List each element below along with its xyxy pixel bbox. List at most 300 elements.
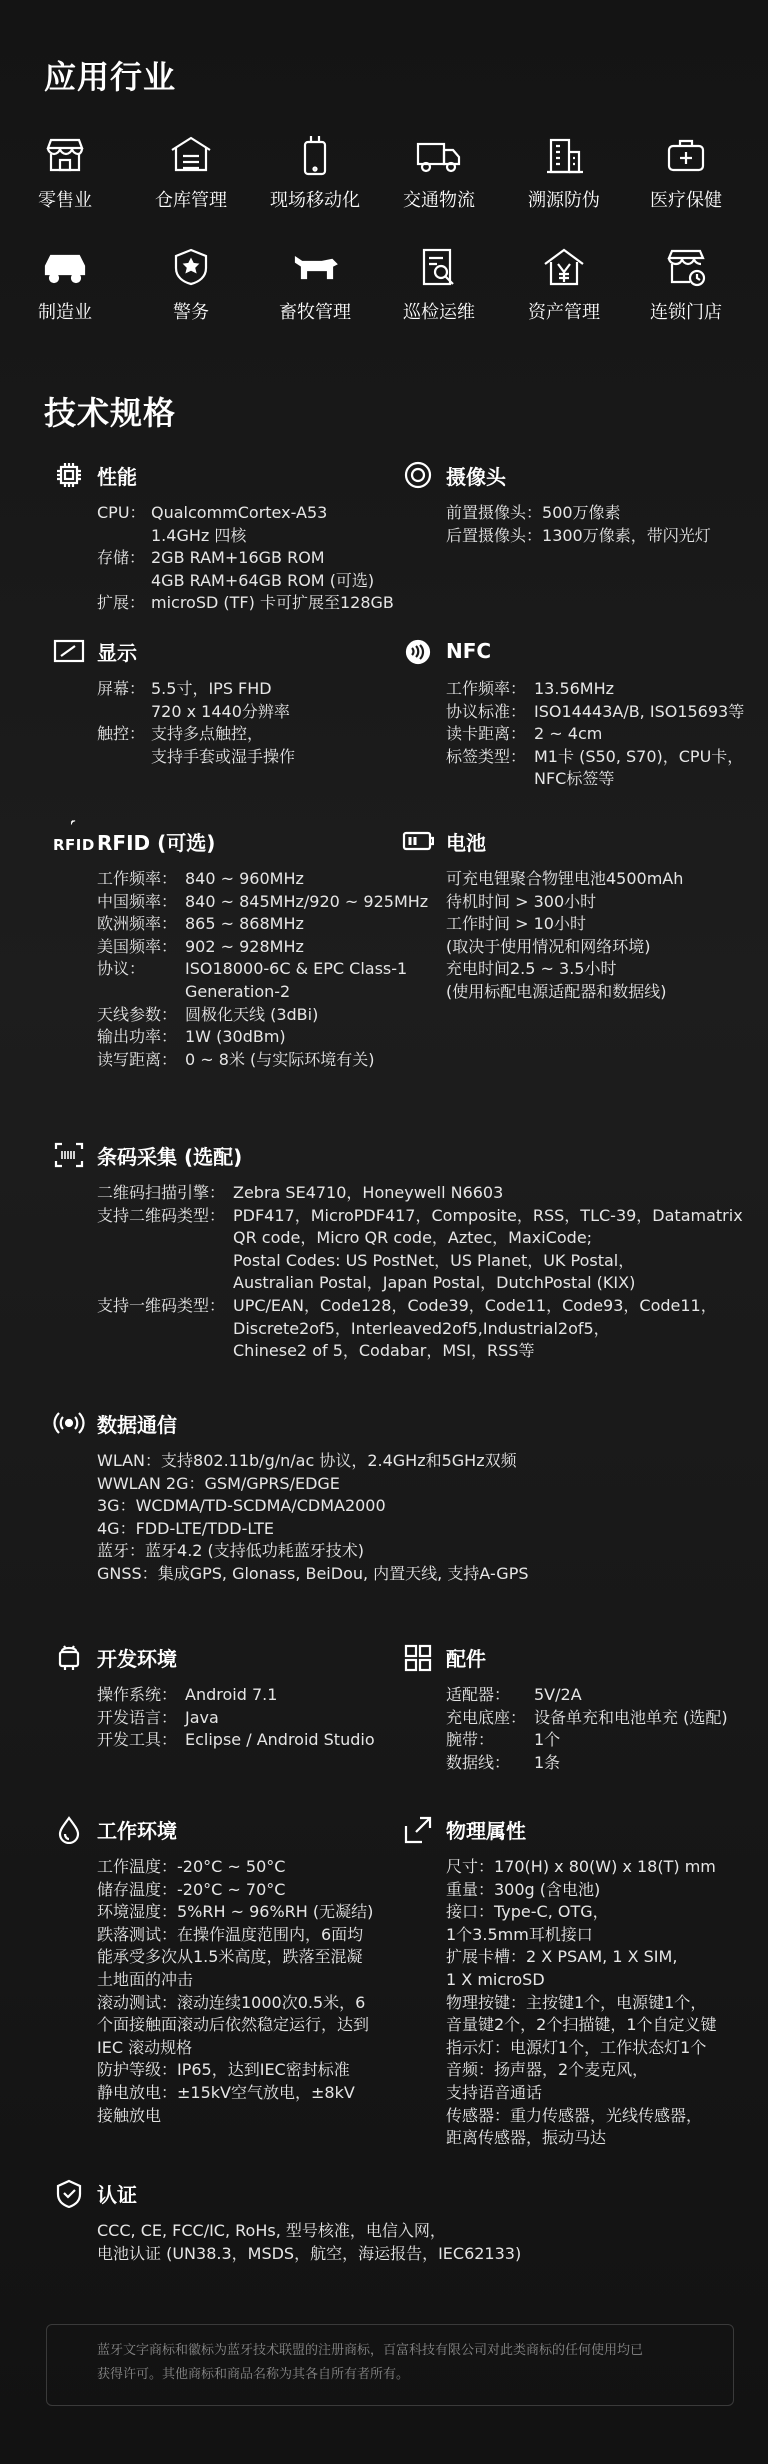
- spec-lines: [446, 868, 683, 1004]
- spec-lines: [97, 1856, 373, 2127]
- spec-value: 能承受多次从1.5米高度，跌落至混凝: [97, 1947, 363, 1967]
- spec-lines: [97, 868, 428, 1071]
- spec-header: [97, 636, 295, 666]
- spec-line: [97, 701, 295, 724]
- spec-line: [97, 1707, 375, 1730]
- spec-line: [97, 1924, 373, 1947]
- spec-value: Java: [185, 1707, 219, 1727]
- spec-line: [97, 592, 394, 615]
- warehouse-icon: [166, 132, 216, 176]
- spec-line: [97, 746, 295, 769]
- spec-value: 个面接触面滚动后依然稳定运行，达到: [97, 2015, 370, 2035]
- spec-key: 输出功率：: [97, 1027, 178, 1047]
- spec-header: [97, 1642, 375, 1672]
- industry-label: 仓库管理: [155, 190, 227, 211]
- spec-key: GNSS：: [97, 1563, 158, 1583]
- spec-value: FDD-LTE/TDD-LTE: [135, 1518, 274, 1538]
- spec-line: [446, 2082, 717, 2105]
- spec-display: [97, 636, 295, 768]
- spec-line: [446, 958, 683, 981]
- spec-line: [97, 1250, 743, 1273]
- spec-line: [97, 1473, 529, 1496]
- industry-item: [375, 244, 503, 324]
- spec-key: 协议标准：: [446, 701, 527, 721]
- battery-icon: [402, 826, 442, 856]
- spec-line: [446, 2127, 717, 2150]
- spec-title: 性能: [97, 464, 137, 489]
- spec-line: [446, 891, 683, 914]
- spec-value: 13.56MHz: [534, 679, 615, 698]
- spec-value: QR code，Micro QR code，Aztec，MaxiCode;: [233, 1228, 593, 1248]
- inspection-icon: [414, 244, 464, 288]
- spec-line: [97, 1049, 428, 1072]
- industry-label: 医疗保健: [650, 190, 722, 211]
- spec-performance: [97, 460, 394, 615]
- spec-line: [97, 1004, 428, 1027]
- spec-value: Generation-2: [185, 981, 291, 1001]
- spec-header: [446, 826, 683, 856]
- industry-label: 溯源防伪: [528, 190, 600, 211]
- spec-cert: [97, 2178, 521, 2265]
- spec-line: [97, 1946, 373, 1969]
- spec-key: 存储：: [97, 548, 146, 568]
- spec-value: 2 ~ 4cm: [534, 724, 603, 744]
- spec-line: [446, 981, 683, 1004]
- spec-value: 1个3.5mm耳机接口: [446, 1924, 593, 1944]
- industry-label: 警务: [173, 302, 209, 323]
- spec-barcode: [97, 1140, 743, 1363]
- spec-key: 充电底座：: [446, 1707, 527, 1727]
- spec-key: 开发语言：: [97, 1707, 178, 1727]
- spec-line: [446, 1729, 728, 1752]
- industry-label: 交通物流: [403, 190, 475, 211]
- spec-value: Discrete2of5，Interleaved2of5,Industrial2of5，: [233, 1318, 610, 1338]
- spec-line: [446, 1879, 717, 1902]
- spec-title: 条码采集 (选配): [97, 1144, 243, 1169]
- spec-line: [97, 2220, 521, 2243]
- spec-line: [446, 2037, 717, 2060]
- spec-value: 跌落测试：在操作温度范围内，6面均: [97, 1924, 364, 1944]
- trademark-footnote: [46, 2324, 734, 2406]
- spec-value: 支持手套或湿手操作: [151, 746, 296, 766]
- spec-line: [97, 2082, 373, 2105]
- spec-line: [97, 1026, 428, 1049]
- spec-value: 接口：Type-C, OTG，: [446, 1902, 609, 1922]
- spec-key: 前置摄像头：: [446, 503, 543, 522]
- industry-label: 零售业: [38, 190, 92, 211]
- spec-value: 工作温度：-20°C ~ 50°C: [97, 1857, 286, 1876]
- spec-value: 防护等级：IP65，达到IEC密封标准: [97, 2060, 350, 2080]
- spec-line: [97, 2243, 521, 2266]
- spec-value: 1个: [534, 1730, 561, 1750]
- industry-label: 现场移动化: [270, 190, 360, 211]
- spec-line: [97, 1729, 375, 1752]
- spec-value: 5V/2A: [534, 1685, 582, 1704]
- spec-header: [446, 460, 711, 490]
- industries-title: 应用行业: [44, 58, 177, 96]
- spec-key: 4G：: [97, 1518, 136, 1538]
- spec-key: 3G：: [97, 1496, 136, 1516]
- spec-comm: [97, 1408, 529, 1586]
- spec-line: [446, 868, 683, 891]
- spec-line: [446, 2014, 717, 2037]
- spec-key: 读卡距离：: [446, 724, 527, 744]
- spec-lines: [97, 1684, 375, 1752]
- shop-icon: [40, 132, 90, 176]
- building-icon: [539, 132, 589, 176]
- spec-title: 配件: [446, 1646, 486, 1671]
- spec-line: [97, 936, 428, 959]
- spec-value: QualcommCortex-A53: [151, 503, 328, 522]
- spec-line: [97, 525, 394, 548]
- spec-title: 物理属性: [446, 1818, 526, 1843]
- spec-value: 1W (30dBm): [185, 1027, 286, 1047]
- spec-value: 音频：扬声器，2个麦克风，: [446, 2060, 649, 2080]
- spec-key: 支持一维码类型：: [97, 1295, 226, 1315]
- spec-value: 工作时间 > 10小时: [446, 914, 586, 934]
- cow-icon: [290, 244, 340, 288]
- spec-line: [97, 1340, 743, 1363]
- spec-key: 腕带：: [446, 1730, 495, 1750]
- spec-line: [97, 1227, 743, 1250]
- spec-value: 环境湿度：5%RH ~ 96%RH (无凝结): [97, 1902, 374, 1922]
- spec-value: 840 ~ 960MHz: [185, 869, 304, 888]
- spec-key: 操作系统：: [97, 1685, 178, 1704]
- spec-line: [97, 1450, 529, 1473]
- spec-value: Postal Codes: US PostNet，US Planet，UK Postal，: [233, 1250, 635, 1270]
- spec-line: [97, 2105, 373, 2128]
- spec-header: [97, 2178, 521, 2208]
- spec-lines: [446, 1684, 728, 1774]
- camera-lens-icon: [402, 460, 442, 490]
- spec-key: 协议：: [97, 959, 146, 979]
- spec-key: [97, 570, 151, 593]
- spec-value: 接触放电: [97, 2105, 162, 2125]
- spec-line: [97, 1901, 373, 1924]
- spec-lines: [446, 502, 711, 547]
- spec-value: microSD (TF) 卡可扩展至128GB: [151, 593, 394, 613]
- shield-check-icon: [53, 2178, 93, 2208]
- spec-line: [97, 1563, 529, 1586]
- footnote-line: 蓝牙文字商标和徽标为蓝牙技术联盟的注册商标，百富科技有限公司对此类商标的任何使用均已: [97, 2343, 644, 2358]
- spec-line: [97, 547, 394, 570]
- spec-line: [446, 1924, 717, 1947]
- industry-item: [251, 244, 379, 324]
- spec-line: [446, 768, 744, 791]
- spec-key: 读写距离：: [97, 1049, 178, 1069]
- spec-header: [53, 826, 428, 856]
- spec-lines: [446, 678, 744, 791]
- spec-line: [97, 958, 428, 981]
- spec-line: [446, 525, 711, 548]
- spec-value: ISO14443A/B, ISO15693等: [534, 701, 745, 721]
- spec-line: [97, 1295, 743, 1318]
- spec-key: WLAN：: [97, 1451, 162, 1470]
- spec-key: 适配器：: [446, 1685, 511, 1704]
- medical-kit-icon: [661, 132, 711, 176]
- industry-item: [251, 132, 379, 212]
- spec-value: 支持多点触控，: [151, 724, 264, 744]
- spec-line: [446, 936, 683, 959]
- spec-key: CPU：: [97, 503, 146, 522]
- spec-line: [446, 746, 744, 769]
- spec-line: [446, 678, 744, 701]
- spec-line: [97, 913, 428, 936]
- spec-title: RFID (可选): [97, 830, 216, 855]
- spec-key: [97, 701, 151, 724]
- spec-value: Eclipse / Android Studio: [185, 1730, 375, 1750]
- spec-value: 2GB RAM+16GB ROM: [151, 548, 325, 568]
- spec-lines: [97, 502, 394, 615]
- spec-header: [97, 1814, 373, 1844]
- spec-devenv: [97, 1642, 375, 1752]
- spec-line: [97, 1992, 373, 2015]
- spec-value: 距离传感器，振动马达: [446, 2128, 607, 2148]
- spec-value: 支持802.11b/g/n/ac 协议，2.4GHz和5GHz双频: [161, 1451, 517, 1470]
- spec-line: [446, 1856, 717, 1879]
- spec-line: [446, 1901, 717, 1924]
- spec-nfc: [446, 636, 744, 791]
- industry-label: 资产管理: [528, 302, 600, 323]
- spec-line: [446, 1707, 728, 1730]
- truck-icon: [414, 132, 464, 176]
- spec-title: 显示: [97, 640, 137, 665]
- spec-value: 电池认证 (UN38.3，MSDS，航空，海运报告，IEC62133): [97, 2243, 522, 2263]
- rfid-icon-text: RFID: [53, 836, 95, 854]
- spec-value: 土地面的冲击: [97, 1969, 194, 1989]
- spec-value: IEC 滚动规格: [97, 2037, 193, 2057]
- footnote-line: 获得许可。其他商标和商品名称为其各自所有者所有。: [97, 2367, 410, 2382]
- spec-line: [97, 1879, 373, 1902]
- spec-value: (取决于使用情况和网络环境): [446, 936, 651, 956]
- spec-value: Zebra SE4710，Honeywell N6603: [233, 1183, 504, 1202]
- spec-header: [446, 1642, 728, 1672]
- spec-value: WCDMA/TD-SCDMA/CDMA2000: [135, 1496, 386, 1516]
- spec-value: NFC标签等: [534, 769, 615, 789]
- store-chain-icon: [661, 244, 711, 288]
- spec-line: [446, 1684, 728, 1707]
- spec-line: [97, 723, 295, 746]
- spec-rfid: [53, 826, 429, 1071]
- spec-key: [446, 768, 534, 791]
- spec-value: 支持语音通话: [446, 2082, 543, 2102]
- cpu-icon: [53, 460, 93, 490]
- spec-key: 蓝牙：: [97, 1541, 146, 1561]
- spec-line: [97, 891, 428, 914]
- industry-label: 畜牧管理: [279, 302, 351, 323]
- spec-line: [446, 913, 683, 936]
- spec-key: 支持二维码类型：: [97, 1205, 226, 1225]
- spec-value: 840 ~ 845MHz/920 ~ 925MHz: [185, 891, 429, 911]
- spec-value: ISO18000-6C & EPC Class-1: [185, 959, 408, 979]
- spec-value: 1.4GHz 四核: [151, 525, 247, 545]
- spec-line: [97, 1495, 529, 1518]
- spec-title: 工作环境: [97, 1818, 177, 1843]
- spec-value: GSM/GPRS/EDGE: [204, 1473, 340, 1493]
- spec-header: [97, 460, 394, 490]
- industry-item: [622, 244, 750, 324]
- spec-line: [97, 1318, 743, 1341]
- spec-value: 音量键2个，2个扫描键，1个自定义键: [446, 2015, 717, 2035]
- spec-value: Chinese2 of 5，Codabar，MSI，RSS等: [233, 1341, 535, 1361]
- spec-value: 待机时间 > 300小时: [446, 891, 597, 911]
- spec-value: 0 ~ 8米 (与实际环境有关): [185, 1049, 375, 1069]
- spec-line: [97, 502, 394, 525]
- spec-value: 物理按键：主按键1个，电源键1个，: [446, 1992, 707, 2012]
- spec-value: 500万像素: [542, 503, 621, 522]
- spec-value: 1300万像素，带闪光灯: [542, 525, 711, 545]
- spec-camera: [446, 460, 711, 547]
- spec-value: 集成GPS, Glonass, BeiDou, 内置天线, 支持A-GPS: [157, 1563, 529, 1583]
- android-icon: [53, 1642, 93, 1672]
- spec-header: [97, 1408, 529, 1438]
- spec-value: PDF417，MicroPDF417，Composite，RSS，TLC-39，Datamatrix: [233, 1205, 743, 1225]
- spec-key: 工作频率：: [97, 869, 178, 888]
- spec-value: 重量：300g (含电池): [446, 1879, 601, 1899]
- spec-key: [97, 1272, 233, 1295]
- spec-title: 开发环境: [97, 1646, 177, 1671]
- spec-value: Australian Postal，Japan Postal，DutchPostal (KIX): [233, 1273, 636, 1293]
- spec-key: 天线参数：: [97, 1004, 178, 1024]
- industry-item: [375, 132, 503, 212]
- spec-line: [446, 1969, 717, 1992]
- spec-key: 标签类型：: [446, 746, 527, 766]
- grid-apps-icon: [402, 1642, 442, 1672]
- spec-key: WWLAN 2G：: [97, 1473, 205, 1493]
- spec-lines: [97, 1450, 529, 1586]
- spec-key: [97, 525, 151, 548]
- industry-item: [500, 132, 628, 212]
- spec-line: [446, 1992, 717, 2015]
- industry-item: [127, 244, 255, 324]
- spec-value: 静电放电：±15kV空气放电，±8kV: [97, 2082, 355, 2102]
- spec-value: 720 x 1440分辨率: [151, 701, 290, 721]
- industry-item: [127, 132, 255, 212]
- spec-line: [446, 1752, 728, 1775]
- nfc-icon: [402, 636, 442, 666]
- spec-line: [97, 868, 428, 891]
- spec-value: 圆极化天线 (3dBi): [185, 1004, 319, 1024]
- specs-title: 技术规格: [44, 394, 177, 432]
- spec-key: 中国频率：: [97, 891, 178, 911]
- spec-value: (使用标配电源适配器和数据线): [446, 981, 667, 1001]
- spec-key: [97, 746, 151, 769]
- rfid-icon: [53, 826, 93, 856]
- spec-lines: [446, 1856, 717, 2150]
- spec-value: 可充电锂聚合物锂电池4500mAh: [446, 869, 684, 888]
- handheld-icon: [290, 132, 340, 176]
- spec-line: [97, 1518, 529, 1541]
- industry-label: 巡检运维: [403, 302, 475, 323]
- spec-line: [446, 723, 744, 746]
- spec-value: 设备单充和电池单充 (选配): [534, 1707, 728, 1727]
- spec-line: [446, 502, 711, 525]
- spec-value: 指示灯：电源灯1个，工作状态灯1个: [446, 2037, 707, 2057]
- spec-line: [97, 1540, 529, 1563]
- spec-line: [446, 2105, 717, 2128]
- spec-key: [97, 1250, 233, 1273]
- wireless-icon: [53, 1408, 93, 1438]
- display-icon: [53, 636, 93, 666]
- spec-key: [97, 1318, 233, 1341]
- spec-accessories: [446, 1642, 728, 1774]
- spec-line: [97, 678, 295, 701]
- spec-value: CCC, CE, FCC/IC, RoHs, 型号核准，电信入网，: [97, 2221, 446, 2240]
- spec-workenv: [97, 1814, 373, 2127]
- spec-value: UPC/EAN，Code128，Code39，Code11，Code93，Code11，: [233, 1295, 717, 1315]
- spec-value: 1 X microSD: [446, 1969, 545, 1989]
- spec-line: [446, 2059, 717, 2082]
- spec-line: [97, 2014, 373, 2037]
- spec-line: [97, 1182, 743, 1205]
- spec-header: [446, 636, 744, 666]
- spec-line: [446, 1946, 717, 1969]
- spec-title: 认证: [97, 2182, 137, 2207]
- spec-line: [97, 1205, 743, 1228]
- car-icon: [40, 244, 90, 288]
- spec-title: 摄像头: [446, 464, 506, 489]
- spec-value: 865 ~ 868MHz: [185, 914, 304, 934]
- spec-key: 屏幕：: [97, 679, 146, 698]
- industry-item: [622, 132, 750, 212]
- spec-key: 美国频率：: [97, 936, 178, 956]
- spec-header: [446, 1814, 717, 1844]
- spec-key: [97, 1227, 233, 1250]
- spec-value: 蓝牙4.2 (支持低功耗蓝牙技术): [145, 1541, 365, 1561]
- spec-value: 传感器：重力传感器，光线传感器，: [446, 2105, 703, 2125]
- spec-lines: [97, 678, 295, 768]
- spec-key: 触控：: [97, 724, 146, 744]
- spec-lines: [97, 1182, 743, 1363]
- spec-value: 1条: [534, 1752, 561, 1772]
- spec-value: 尺寸：170(H) x 80(W) x 18(T) mm: [446, 1857, 716, 1876]
- spec-line: [97, 2059, 373, 2082]
- spec-key: [97, 981, 185, 1004]
- police-badge-icon: [166, 244, 216, 288]
- spec-line: [97, 1969, 373, 1992]
- spec-key: 扩展：: [97, 593, 146, 613]
- spec-value: 滚动测试：滚动连续1000次0.5米，6: [97, 1992, 366, 2012]
- spec-line: [97, 1856, 373, 1879]
- industry-item: [1, 132, 129, 212]
- spec-physical: [446, 1814, 717, 2150]
- industry-item: [1, 244, 129, 324]
- spec-value: 902 ~ 928MHz: [185, 936, 304, 956]
- industry-item: [500, 244, 628, 324]
- spec-line: [97, 570, 394, 593]
- yen-house-icon: [539, 244, 589, 288]
- spec-value: 充电时间2.5 ~ 3.5小时: [446, 959, 617, 979]
- spec-key: 后置摄像头：: [446, 525, 543, 545]
- spec-key: 欧洲频率：: [97, 914, 178, 934]
- spec-key: [97, 1340, 233, 1363]
- spec-title: 数据通信: [97, 1412, 177, 1437]
- spec-title: 电池: [446, 830, 486, 855]
- barcode-scan-icon: [53, 1140, 93, 1170]
- spec-line: [446, 701, 744, 724]
- spec-value: 5.5寸，IPS FHD: [151, 679, 272, 698]
- spec-line: [97, 981, 428, 1004]
- spec-title: NFC: [446, 639, 492, 663]
- spec-line: [97, 1272, 743, 1295]
- spec-value: 4GB RAM+64GB ROM (可选): [151, 570, 375, 590]
- spec-value: 扩展卡槽：2 X PSAM, 1 X SIM,: [446, 1947, 678, 1967]
- industry-label: 连锁门店: [650, 302, 722, 323]
- spec-key: 开发工具：: [97, 1730, 178, 1750]
- spec-line: [97, 2037, 373, 2060]
- spec-value: M1卡 (S50, S70)，CPU卡，: [534, 746, 744, 766]
- spec-battery: [446, 826, 683, 1004]
